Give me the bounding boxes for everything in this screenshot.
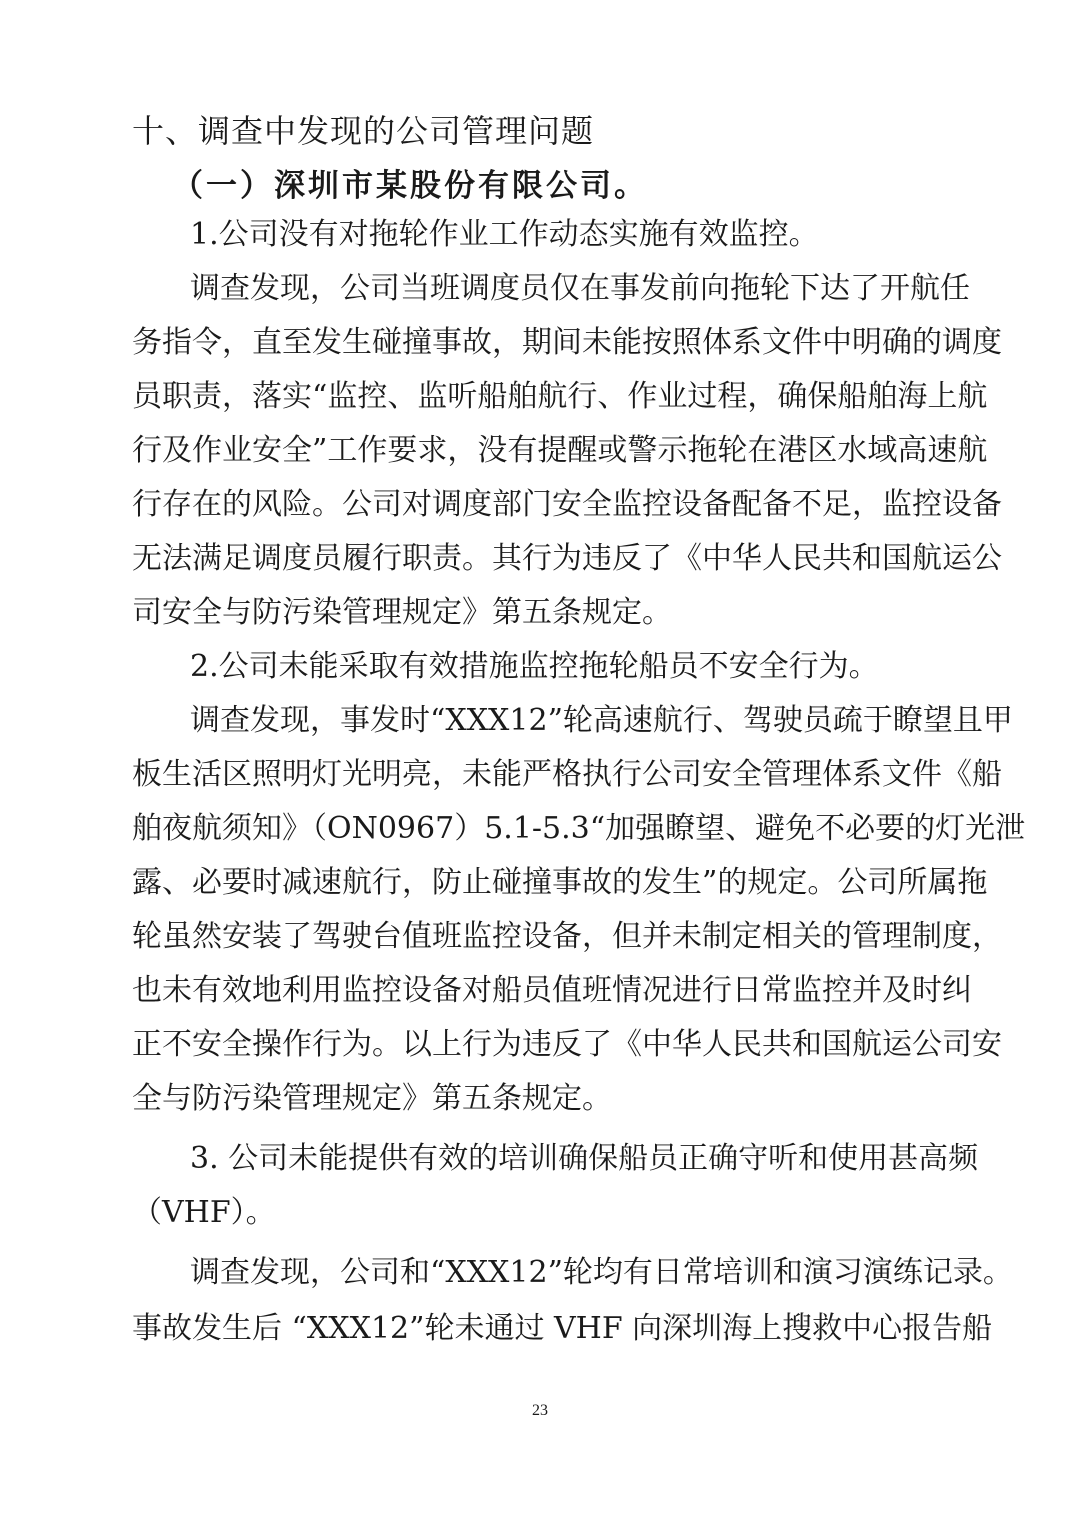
paragraph-line: 正不安全操作行为。以上行为违反了《中华人民共和国航运公司安 xyxy=(132,1027,1002,1062)
paragraph-line: 舶夜航须知》（ON0967）5.1-5.3“加强瞭望、避免不必要的灯光泄 xyxy=(132,811,1026,846)
item-3-title: 3. 公司未能提供有效的培训确保船员正确守听和使用甚高频 xyxy=(190,1141,979,1176)
paragraph-line: 事故发生后 “XXX12”轮未通过 VHF 向深圳海上搜救中心报告船 xyxy=(132,1311,993,1346)
item-1-title: 1.公司没有对拖轮作业工作动态实施有效监控。 xyxy=(190,217,819,252)
page-number: 23 xyxy=(532,1402,548,1419)
paragraph-line: 司安全与防污染管理规定》第五条规定。 xyxy=(132,595,672,630)
paragraph-line: 调查发现，公司和“XXX12”轮均有日常培训和演习演练记录。 xyxy=(190,1255,1013,1290)
paragraph-line: 调查发现，事发时“XXX12”轮高速航行、驾驶员疏于瞭望且甲 xyxy=(190,703,1013,738)
paragraph-line: 调查发现，公司当班调度员仅在事发前向拖轮下达了开航任 xyxy=(190,271,970,306)
paragraph-line: 行及作业安全”工作要求，没有提醒或警示拖轮在港区水域高速航 xyxy=(132,433,988,468)
item-3-title-continued: （VHF）。 xyxy=(132,1195,276,1230)
paragraph-line: 无法满足调度员履行职责。其行为违反了《中华人民共和国航运公 xyxy=(132,541,1002,576)
subsection-heading: （一）深圳市某股份有限公司。 xyxy=(172,168,648,204)
paragraph-line: 行存在的风险。公司对调度部门安全监控设备配备不足，监控设备 xyxy=(132,487,1002,522)
paragraph-line: 务指令，直至发生碰撞事故，期间未能按照体系文件中明确的调度 xyxy=(132,325,1002,360)
section-heading: 十、调查中发现的公司管理问题 xyxy=(132,112,595,150)
paragraph-line: 全与防污染管理规定》第五条规定。 xyxy=(132,1081,612,1116)
paragraph-line: 露、必要时减速航行，防止碰撞事故的发生”的规定。公司所属拖 xyxy=(132,865,988,900)
paragraph-line: 员职责，落实“监控、监听船舶航行、作业过程，确保船舶海上航 xyxy=(132,379,988,414)
paragraph-line: 也未有效地利用监控设备对船员值班情况进行日常监控并及时纠 xyxy=(132,973,972,1008)
paragraph-line: 轮虽然安装了驾驶台值班监控设备，但并未制定相关的管理制度， xyxy=(132,919,1002,954)
paragraph-line: 板生活区照明灯光明亮，未能严格执行公司安全管理体系文件《船 xyxy=(132,757,1002,792)
item-2-title: 2.公司未能采取有效措施监控拖轮船员不安全行为。 xyxy=(190,649,879,684)
